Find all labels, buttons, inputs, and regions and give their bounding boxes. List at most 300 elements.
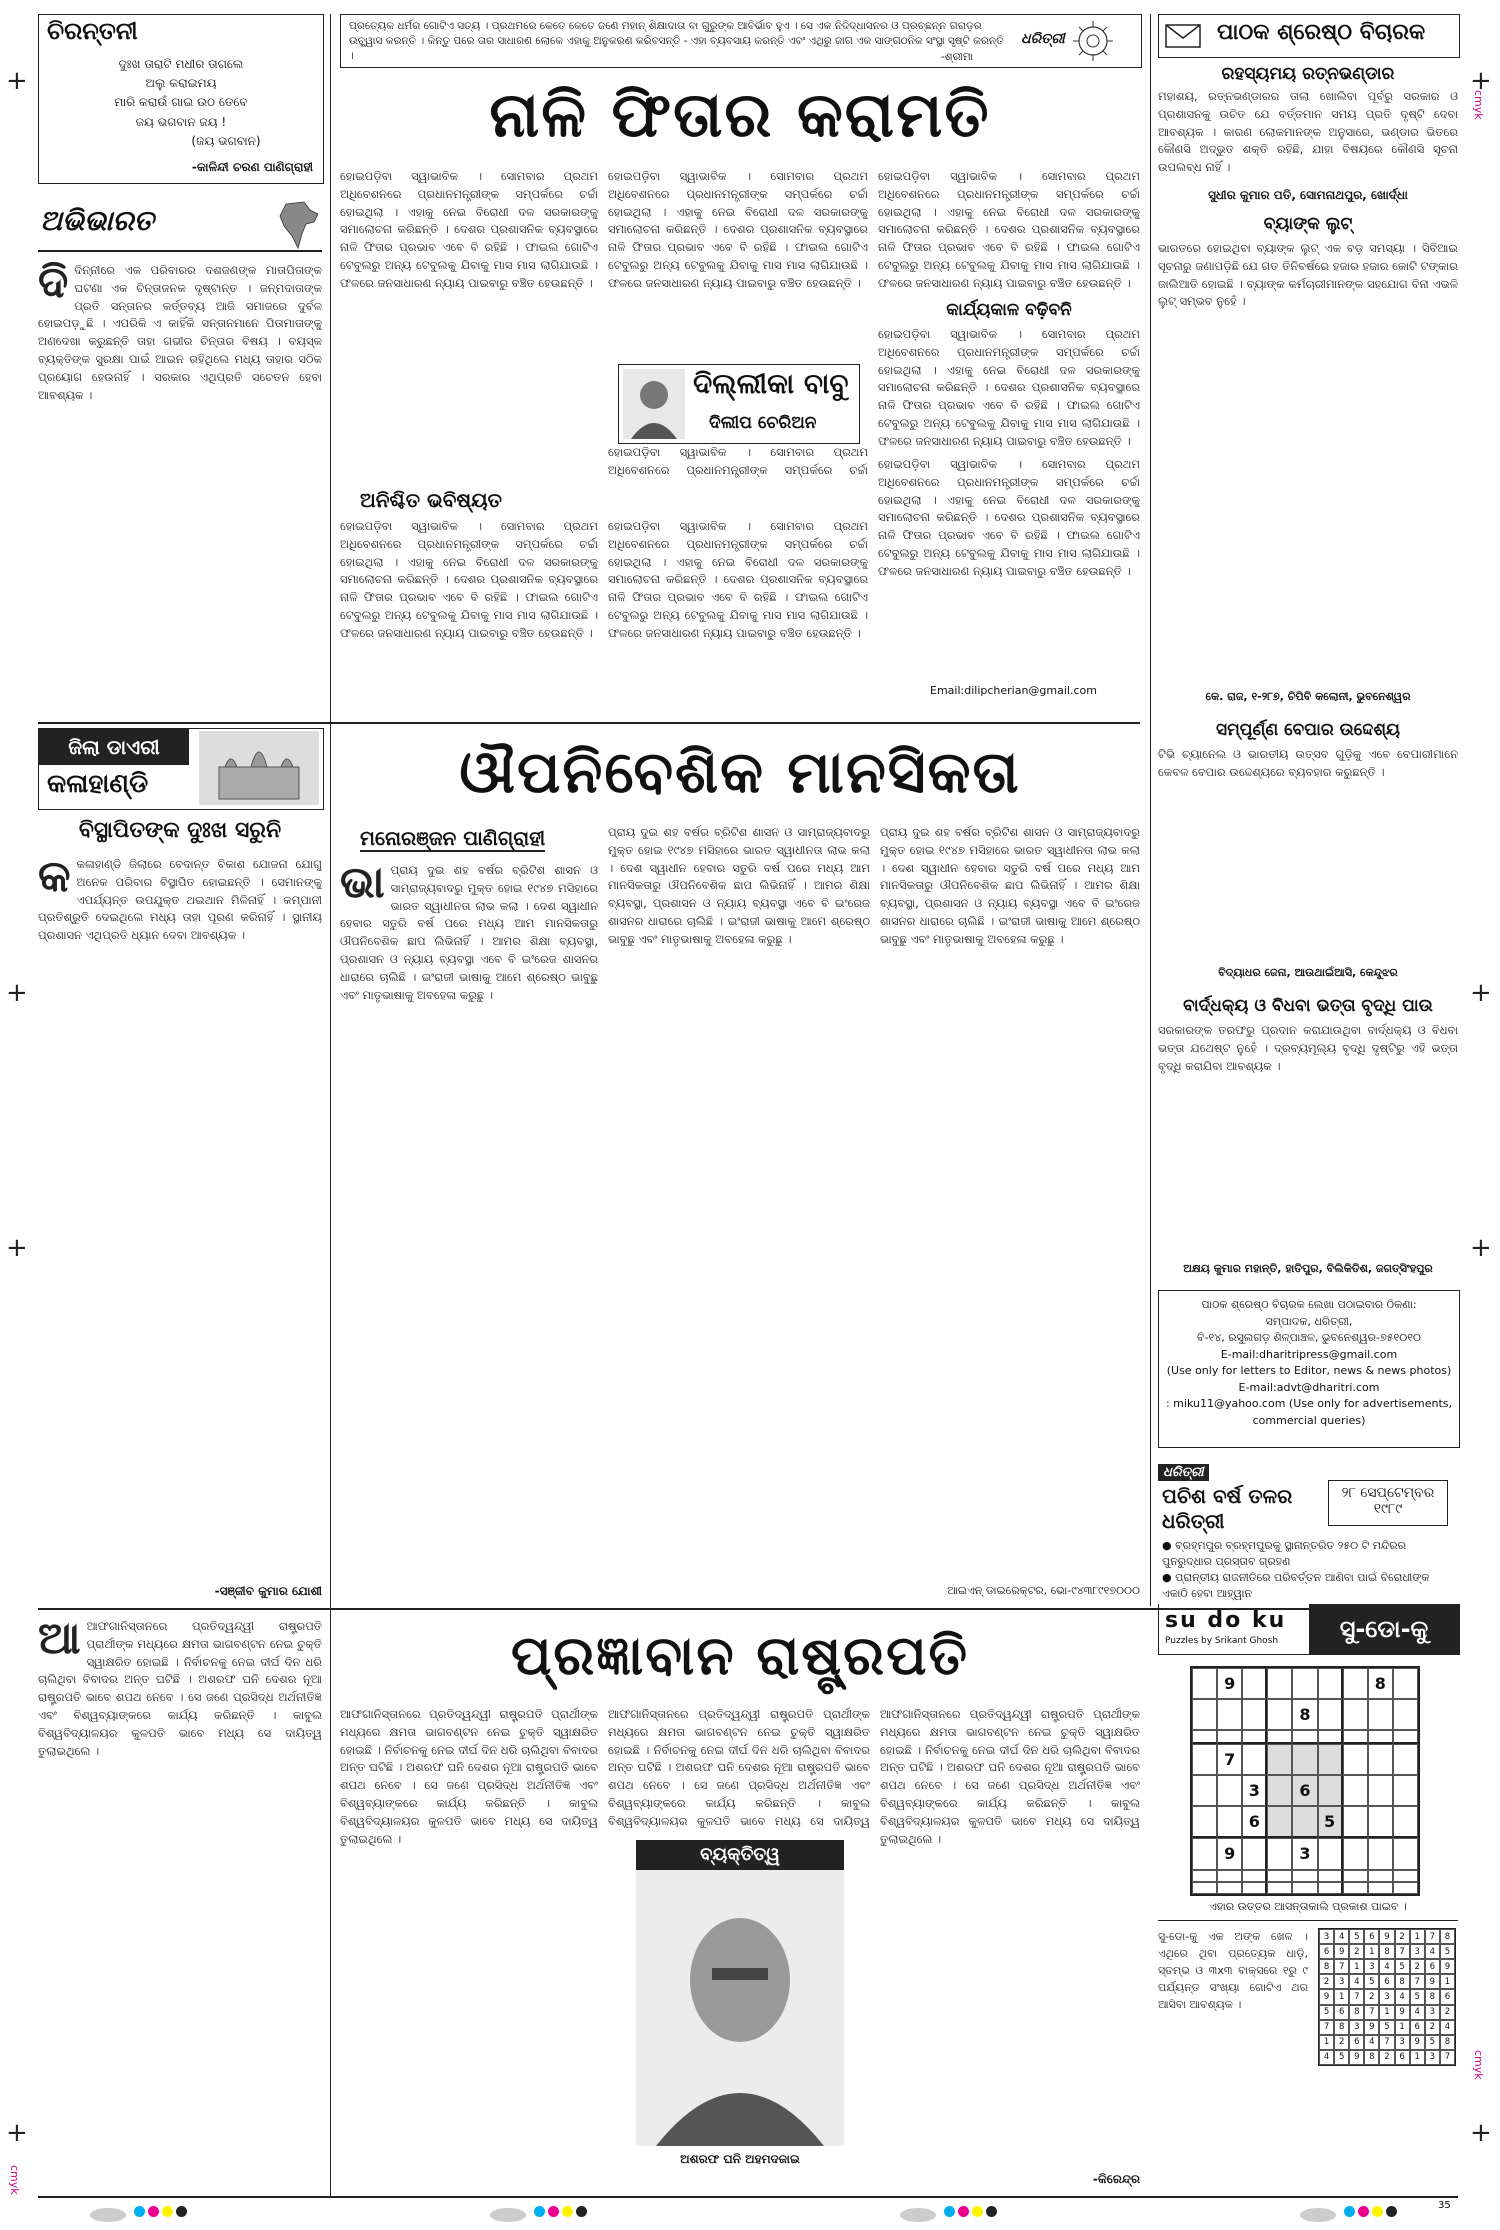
second-story-text: ପ୍ରାୟ ଦୁଇ ଶହ ବର୍ଷର ବ୍ରିଟିଶ ଶାସନ ଓ ସାମ୍ରାଜ୍ୟବାଦରୁ ମୁକ୍ତ ହୋଇ ୧୯୪୭ ମସିହାରେ ଭାରତ ସ୍ୱାଧୀନତା ଲାଭ କଲା । ଦେଶ ସ୍ୱାଧୀନ ହେବାର ସତୁରି ବର୍ଷ ପରେ ମଧ୍ୟ ଆମ ମାନସିକତାରୁ ଔପନିବେଶିକ ଛାପ ଲିଭିନାହିଁ । ଆମର ଶିକ୍ଷା ବ୍ୟବସ୍ଥା, ପ୍ରଶାସନ ଓ ନ୍ୟାୟ ବ୍ୟବସ୍ଥା ଏବେ ବି ଇଂରେଜ ଶାସନର ଧାରାରେ ଚାଲିଛି । ଇଂରାଜୀ ଭାଷାକୁ ଆମେ ଶ୍ରେଷ୍ଠ ଭାବୁଛୁ ଏବଂ ମାତୃଭାଷାକୁ ଅବହେଳା କରୁଛୁ । — [340, 863, 598, 1002]
register-oval — [490, 2208, 526, 2222]
solution-cell: 3 — [1410, 1944, 1425, 1959]
solution-cell: 4 — [1364, 2035, 1379, 2050]
sudoku-cell[interactable] — [1267, 1730, 1292, 1743]
author-portrait-icon — [623, 369, 685, 439]
sudoku-cell[interactable] — [1393, 1744, 1418, 1775]
sudoku-rules-text: ସୁ-ଡୋ-କୁ ଏକ ଅଙ୍କ ଖେଳ । ଏଥିରେ ଥିବା ପ୍ରତ୍ୟେକ ଧାଡ଼ି, ସ୍ତମ୍ଭ ଓ ୩x୩ ବାକ୍ସରେ ୧ରୁ ୯ ପର୍ଯ୍ୟନ୍ତ ସଂଖ୍ୟା ଗୋଟିଏ ଥର ଆସିବା ଆବଶ୍ୟକ । — [1158, 1930, 1308, 2012]
solution-cell: 1 — [1379, 2005, 1394, 2020]
solution-cell: 7 — [1349, 1989, 1364, 2004]
abhibharat-banner — [38, 200, 322, 252]
second-story-text: ପ୍ରାୟ ଦୁଇ ଶହ ବର୍ଷର ବ୍ରିଟିଶ ଶାସନ ଓ ସାମ୍ରାଜ୍ୟବାଦରୁ ମୁକ୍ତ ହୋଇ ୧୯୪୭ ମସିହାରେ ଭାରତ ସ୍ୱାଧୀନତା ଲାଭ କଲା । ଦେଶ ସ୍ୱାଧୀନ ହେବାର ସତୁରି ବର୍ଷ ପରେ ମଧ୍ୟ ଆମ ମାନସିକତାରୁ ଔପନିବେଶିକ ଛାପ ଲିଭିନାହିଁ । ଆମର ଶିକ୍ଷା ବ୍ୟବସ୍ଥା, ପ୍ରଶାସନ ଓ ନ୍ୟାୟ ବ୍ୟବସ୍ଥା ଏବେ ବି ଇଂରେଜ ଶାସନର ଧାରାରେ ଚାଲିଛି । ଇଂରାଜୀ ଭାଷାକୁ ଆମେ ଶ୍ରେଷ୍ଠ ଭାବୁଛୁ ଏବଂ ମାତୃଭାଷାକୁ ଅବହେଳା କରୁଛୁ । — [880, 825, 1140, 946]
sudoku-cell[interactable] — [1318, 1870, 1343, 1882]
zilla-text: କଳାହାଣ୍ଡି ଜିଲାରେ ବେଦାନ୍ତ ବିକାଶ ଯୋଜନା ଯୋଗୁ ଅନେକ ପରିବାର ବିସ୍ଥାପିତ ହୋଇଛନ୍ତି । ସେମାନଙ୍କୁ ଏପର୍ଯ୍ୟନ୍ତ ଉପଯୁକ୍ତ ଥଇଥାନ ମିଳିନାହିଁ । କମ୍ପାନୀ ପ୍ରତିଶ୍ରୁତି ଦେଇଥିଲେ ମଧ୍ୟ ତାହା ପୂରଣ କରିନାହିଁ । ସ୍ଥାନୀୟ ପ୍ରଶାସନ ଏଥିପ୍ରତି ଧ୍ୟାନ ଦେବା ଆବଶ୍ୟକ । — [38, 857, 322, 943]
color-dot — [958, 2206, 969, 2217]
solution-cell: 1 — [1364, 1944, 1379, 1959]
sudoku-cell[interactable] — [1343, 1744, 1368, 1775]
solution-cell: 6 — [1440, 1989, 1455, 2004]
color-dot — [1372, 2206, 1383, 2217]
sudoku-cell[interactable] — [1343, 1775, 1368, 1806]
solution-cell: 4 — [1319, 2050, 1334, 2065]
quote-box — [340, 14, 1142, 68]
sudoku-cell[interactable] — [1343, 1870, 1368, 1882]
color-dot — [986, 2206, 997, 2217]
color-dot — [562, 2206, 573, 2217]
sudoku-cell[interactable] — [1318, 1730, 1343, 1743]
third-story-text: ଆଫଗାନିସ୍ତାନରେ ପ୍ରତିଦ୍ୱନ୍ଦ୍ୱୀ ରାଷ୍ଟ୍ରପତି ପ୍ରାର୍ଥୀଙ୍କ ମଧ୍ୟରେ କ୍ଷମତା ଭାଗବଣ୍ଟନ ନେଇ ଚୁକ୍ତି ସ୍ୱାକ୍ଷରିତ ହୋଇଛି । ନିର୍ବାଚନକୁ ନେଇ ଦୀର୍ଘ ଦିନ ଧରି ଚାଲିଥିବା ବିବାଦର ଅନ୍ତ ଘଟିଛି । ଅଶରଫ ଘନି ଦେଶର ନୂଆ ରାଷ୍ଟ୍ରପତି ଭାବେ ଶପଥ ନେବେ । ସେ ଜଣେ ପ୍ରସିଦ୍ଧ ଅର୍ଥନୀତିଜ୍ଞ ଏବଂ ବିଶ୍ୱବ୍ୟାଙ୍କରେ କାର୍ଯ୍ୟ କରିଛନ୍ତି । କାବୁଲ ବିଶ୍ୱବିଦ୍ୟାଳୟର କୁଳପତି ଭାବେ ମଧ୍ୟ ସେ ଦାୟିତ୍ୱ ତୁଲାଇଥିଲେ । — [880, 1707, 1140, 1846]
sudoku-cell[interactable] — [1368, 1730, 1393, 1743]
sudoku-cell[interactable] — [1318, 1699, 1343, 1730]
solution-cell: 4 — [1349, 1974, 1364, 1989]
solution-cell: 1 — [1440, 1974, 1455, 1989]
second-byline: ମନୋରଞ୍ଜନ ପାଣିଗ୍ରାହୀ — [360, 826, 546, 850]
main-story-text: ହୋଇପଡ଼ିବା ସ୍ୱାଭାବିକ । ସୋମବାର ପ୍ରଥମ ଅଧିବେଶନରେ ପ୍ରଧାନମନ୍ତ୍ରୀଙ୍କ ସମ୍ପର୍କରେ ଚର୍ଚ୍ଚା — [608, 445, 868, 477]
sudoku-solution — [1318, 1928, 1456, 2066]
letter-heading: ବାର୍ଦ୍ଧକ୍ୟ ଓ ବିଧବା ଭତ୍ତା ବୃଦ୍ଧି ପାଉ — [1183, 996, 1433, 1016]
solution-cell: 9 — [1440, 1959, 1455, 1974]
main-story-text: ହୋଇପଡ଼ିବା ସ୍ୱାଭାବିକ । ସୋମବାର ପ୍ରଥମ ଅଧିବେଶନରେ ପ୍ରଧାନମନ୍ତ୍ରୀଙ୍କ ସମ୍ପର୍କରେ ଚର୍ଚ୍ଚା ହୋଇଥିଲା । ଏହାକୁ ନେଇ ବିରୋଧୀ ଦଳ ସରକାରଙ୍କୁ ସମାଲୋଚନା କରିଛନ୍ତି । ଦେଶର ପ୍ରଶାସନିକ ବ୍ୟବସ୍ଥାରେ ନାଳି ଫିତାର ପ୍ରଭାବ ଏବେ ବି ରହିଛି । ଫାଇଲ ଗୋଟିଏ ଟେବୁଲରୁ ଅନ୍ୟ ଟେବୁଲକୁ ଯିବାକୁ ମାସ ମାସ ଲାଗିଯାଉଛି । ଫଳରେ ଜନସାଧାରଣ ନ୍ୟାୟ ପାଇବାରୁ ବଞ୍ଚିତ ହେଉଛନ୍ତି । — [340, 169, 598, 290]
solution-cell: 1 — [1319, 2035, 1334, 2050]
sudoku-cell[interactable] — [1393, 1870, 1418, 1882]
color-dot — [176, 2206, 187, 2217]
solution-cell: 7 — [1319, 2020, 1334, 2035]
sudoku-cell[interactable] — [1393, 1730, 1418, 1743]
main-story-col3 — [878, 168, 1140, 298]
solution-cell: 4 — [1334, 1929, 1349, 1944]
sudoku-cell[interactable] — [1393, 1838, 1418, 1869]
sudoku-cell[interactable] — [1393, 1775, 1418, 1806]
sudoku-cell[interactable] — [1192, 1668, 1217, 1699]
solution-cell: 9 — [1334, 1944, 1349, 1959]
dilli-babu-box — [618, 364, 860, 444]
solution-cell: 4 — [1425, 1944, 1440, 1959]
sudoku-cell[interactable] — [1318, 1668, 1343, 1699]
third-headline: ପ୍ରଜ୍ଞାବାନ ରାଷ୍ଟ୍ରପତି — [510, 1624, 969, 1687]
letter-text: ସରକାରଙ୍କ ତରଫରୁ ପ୍ରଦାନ କରାଯାଉଥିବା ବାର୍ଦ୍ଧକ୍ୟ ଓ ବିଧବା ଭତ୍ତା ଯଥେଷ୍ଟ ନୁହେଁ । ଦ୍ରବ୍ୟମୂଲ୍ୟ ବୃଦ୍ଧି ଦୃଷ୍ଟିରୁ ଏହି ଭତ୍ତା ବୃଦ୍ଧି କରାଯିବା ଆବଶ୍ୟକ । — [1158, 1023, 1458, 1073]
color-dot — [548, 2206, 559, 2217]
solution-cell: 6 — [1349, 2035, 1364, 2050]
main-story-text: ହୋଇପଡ଼ିବା ସ୍ୱାଭାବିକ । ସୋମବାର ପ୍ରଥମ ଅଧିବେଶନରେ ପ୍ରଧାନମନ୍ତ୍ରୀଙ୍କ ସମ୍ପର୍କରେ ଚର୍ଚ୍ଚା ହୋଇଥିଲା । ଏହାକୁ ନେଇ ବିରୋଧୀ ଦଳ ସରକାରଙ୍କୁ ସମାଲୋଚନା କରିଛନ୍ତି । ଦେଶର ପ୍ରଶାସନିକ ବ୍ୟବସ୍ଥାରେ ନାଳି ଫିତାର ପ୍ରଭାବ ଏବେ ବି ରହିଛି । ଫାଇଲ ଗୋଟିଏ ଟେବୁଲରୁ ଅନ୍ୟ ଟେବୁଲକୁ ଯିବାକୁ ମାସ ମାସ ଲାଗିଯାଉଛି । ଫଳରେ ଜନସାଧାରଣ ନ୍ୟାୟ ପାଇବାରୁ ବଞ୍ଚିତ ହେଉଛନ୍ତି । — [878, 327, 1140, 448]
sudoku-cell[interactable] — [1292, 1668, 1317, 1699]
color-dot — [1386, 2206, 1397, 2217]
poem-line: ଦୁଃଖ ତାରାଟି ମଧୀର ତାଗଲେ — [118, 57, 244, 71]
poem-line: ଜୟ ଭଗବାନ ଜୟ ! — [135, 114, 227, 129]
subhead-uncertain: ଅନିଶ୍ଚିତ ଭବିଷ୍ୟତ — [360, 488, 502, 512]
third-story-col1: ଆଆଫଗାନିସ୍ତାନରେ ପ୍ରତିଦ୍ୱନ୍ଦ୍ୱୀ ରାଷ୍ଟ୍ରପତି ପ୍ରାର୍ଥୀଙ୍କ ମଧ୍ୟରେ କ୍ଷମତା ଭାଗବଣ୍ଟନ ନେଇ ଚୁକ୍ତି ସ୍ୱାକ୍ଷରିତ ହୋଇଛି । ନିର୍ବାଚନକୁ ନେଇ ଦୀର୍ଘ ଦିନ ଧରି ଚାଲିଥିବା ବିବାଦର ଅନ୍ତ ଘଟିଛି । ଅଶରଫ ଘନି ଦେଶର ନୂଆ ରାଷ୍ଟ୍ରପତି ଭାବେ ଶପଥ ନେବେ । ସେ ଜଣେ ପ୍ରସିଦ୍ଧ ଅର୍ଥନୀତିଜ୍ଞ ଏବଂ ବିଶ୍ୱବ୍ୟାଙ୍କରେ କାର୍ଯ୍ୟ କରିଛନ୍ତି । କାବୁଲ ବିଶ୍ୱବିଦ୍ୟାଳୟର କୁଳପତି ଭାବେ ମଧ୍ୟ ସେ ଦାୟିତ୍ୱ ତୁଲାଇଥିଲେ । — [38, 1618, 322, 1758]
second-credit: ଆଇଏନ୍ ଡାଇରେକ୍ଟର, ଭୋ-୯୪୩୮୯୧୭୦୦୦ — [947, 1584, 1140, 1597]
solution-cell: 8 — [1395, 1974, 1410, 1989]
solution-cell: 9 — [1425, 1974, 1440, 1989]
sudoku-cell[interactable] — [1267, 1806, 1292, 1838]
poem-line: ଅଲୁ କରାଇମୟ — [145, 76, 217, 91]
solution-cell: 4 — [1410, 2005, 1425, 2020]
quote-credit: -ଶ୍ରୀମା — [941, 51, 974, 63]
sudoku-cell[interactable] — [1292, 1744, 1317, 1775]
main-story-text: ହୋଇପଡ଼ିବା ସ୍ୱାଭାବିକ । ସୋମବାର ପ୍ରଥମ ଅଧିବେଶନରେ ପ୍ରଧାନମନ୍ତ୍ରୀଙ୍କ ସମ୍ପର୍କରେ ଚର୍ଚ୍ଚା ହୋଇଥିଲା । ଏହାକୁ ନେଇ ବିରୋଧୀ ଦଳ ସରକାରଙ୍କୁ ସମାଲୋଚନା କରିଛନ୍ତି । ଦେଶର ପ୍ରଶାସନିକ ବ୍ୟବସ୍ଥାରେ ନାଳି ଫିତାର ପ୍ରଭାବ ଏବେ ବି ରହିଛି । ଫାଇଲ ଗୋଟିଏ ଟେବୁଲରୁ ଅନ୍ୟ ଟେବୁଲକୁ ଯିବାକୁ ମାସ ମାସ ଲାଗିଯାଉଛି । ଫଳରେ ଜନସାଧାରଣ ନ୍ୟାୟ ପାଇବାରୁ ବଞ୍ଚିତ ହେଉଛନ୍ତି । — [608, 519, 868, 640]
zilla-credit: -ସଞ୍ଜୀବ କୁମାର ଯୋଶୀ — [214, 1584, 322, 1598]
letter-body — [1158, 240, 1458, 684]
sudoku-cell[interactable]: 8 — [1292, 1699, 1317, 1730]
personality-label: ବ୍ୟକ୍ତିତ୍ୱ — [636, 1840, 844, 1870]
main-story-text: ହୋଇପଡ଼ିବା ସ୍ୱାଭାବିକ । ସୋମବାର ପ୍ରଥମ ଅଧିବେଶନରେ ପ୍ରଧାନମନ୍ତ୍ରୀଙ୍କ ସମ୍ପର୍କରେ ଚର୍ଚ୍ଚା ହୋଇଥିଲା । ଏହାକୁ ନେଇ ବିରୋଧୀ ଦଳ ସରକାରଙ୍କୁ ସମାଲୋଚନା କରିଛନ୍ତି । ଦେଶର ପ୍ରଶାସନିକ ବ୍ୟବସ୍ଥାରେ ନାଳି ଫିତାର ପ୍ରଭାବ ଏବେ ବି ରହିଛି । ଫାଇଲ ଗୋଟିଏ ଟେବୁଲରୁ ଅନ୍ୟ ଟେବୁଲକୁ ଯିବାକୁ ମାସ ମାସ ଲାଗିଯାଉଛି । ଫଳରେ ଜନସାଧାରଣ ନ୍ୟାୟ ପାଇବାରୁ ବଞ୍ଚିତ ହେଉଛନ୍ତି । — [340, 519, 598, 640]
third-story-col4 — [880, 1706, 1140, 2168]
sudoku-cell[interactable]: 9 — [1217, 1838, 1242, 1869]
solution-cell: 5 — [1319, 2005, 1334, 2020]
second-story-col1: ଭାପ୍ରାୟ ଦୁଇ ଶହ ବର୍ଷର ବ୍ରିଟିଶ ଶାସନ ଓ ସାମ୍ରାଜ୍ୟବାଦରୁ ମୁକ୍ତ ହୋଇ ୧୯୪୭ ମସିହାରେ ଭାରତ ସ୍ୱାଧୀନତା ଲାଭ କଲା । ଦେଶ ସ୍ୱାଧୀନ ହେବାର ସତୁରି ବର୍ଷ ପରେ ମଧ୍ୟ ଆମ ମାନସିକତାରୁ ଔପନିବେଶିକ ଛାପ ଲିଭିନାହିଁ । ଆମର ଶିକ୍ଷା ବ୍ୟବସ୍ଥା, ପ୍ରଶାସନ ଓ ନ୍ୟାୟ ବ୍ୟବସ୍ଥା ଏବେ ବି ଇଂରେଜ ଶାସନର ଧାରାରେ ଚାଲିଛି । ଇଂରାଜୀ ଭାଷାକୁ ଆମେ ଶ୍ରେଷ୍ଠ ଭାବୁଛୁ ଏବଂ ମାତୃଭାଷାକୁ ଅବହେଳା କରୁଛୁ । — [340, 862, 598, 1002]
personality-box — [636, 1840, 844, 2176]
divider — [330, 1610, 331, 2196]
chirantani-credit: -କାଳିନ୍ଦୀ ଚରଣ ପାଣିଗ୍ରାହୀ — [191, 160, 313, 174]
main-story-col2b — [608, 444, 868, 480]
solution-cell: 2 — [1395, 1929, 1410, 1944]
color-dot — [134, 2206, 145, 2217]
sudoku-cell[interactable] — [1242, 1744, 1267, 1775]
history-date: ୨୮ ସେପ୍ଟେମ୍ବର ୧୯୮୯ — [1328, 1480, 1448, 1526]
sudoku-cell[interactable] — [1267, 1882, 1292, 1894]
subhead-tenure: କାର୍ଯ୍ୟକାଳ ବଢ଼ିବନି — [946, 300, 1072, 320]
main-story-col1b — [340, 518, 598, 714]
sudoku-cell[interactable] — [1192, 1744, 1217, 1775]
sudoku-cell[interactable] — [1192, 1882, 1217, 1894]
sudoku-cell[interactable] — [1393, 1699, 1418, 1730]
second-story-col3 — [880, 824, 1140, 1578]
solution-cell: 1 — [1334, 1989, 1349, 2004]
color-dot — [972, 2206, 983, 2217]
sudoku-cell[interactable] — [1192, 1699, 1217, 1730]
sudoku-cell[interactable] — [1393, 1882, 1418, 1894]
sudoku-cell[interactable] — [1242, 1838, 1267, 1869]
sudoku-cell[interactable] — [1343, 1699, 1368, 1730]
sudoku-cell[interactable] — [1242, 1730, 1267, 1743]
second-story-text: ପ୍ରାୟ ଦୁଇ ଶହ ବର୍ଷର ବ୍ରିଟିଶ ଶାସନ ଓ ସାମ୍ରାଜ୍ୟବାଦରୁ ମୁକ୍ତ ହୋଇ ୧୯୪୭ ମସିହାରେ ଭାରତ ସ୍ୱାଧୀନତା ଲାଭ କଲା । ଦେଶ ସ୍ୱାଧୀନ ହେବାର ସତୁରି ବର୍ଷ ପରେ ମଧ୍ୟ ଆମ ମାନସିକତାରୁ ଔପନିବେଶିକ ଛାପ ଲିଭିନାହିଁ । ଆମର ଶିକ୍ଷା ବ୍ୟବସ୍ଥା, ପ୍ରଶାସନ ଓ ନ୍ୟାୟ ବ୍ୟବସ୍ଥା ଏବେ ବି ଇଂରେଜ ଶାସନର ଧାରାରେ ଚାଲିଛି । ଇଂରାଜୀ ଭାଷାକୁ ଆମେ ଶ୍ରେଷ୍ଠ ଭାବୁଛୁ ଏବଂ ମାତୃଭାଷାକୁ ଅବହେଳା କରୁଛୁ । — [608, 825, 870, 946]
sudoku-cell[interactable] — [1292, 1730, 1317, 1743]
solution-cell: 5 — [1349, 1929, 1364, 1944]
solution-cell: 9 — [1410, 2035, 1425, 2050]
abhibharat-title: ଅଭିଭାରତ — [40, 204, 154, 237]
letter-heading: ସମ୍ପୂର୍ଣ୍ଣ ବେପାର ଉଦ୍ଦେଶ୍ୟ — [1215, 720, 1401, 740]
color-dot — [534, 2206, 545, 2217]
sudoku-cell[interactable] — [1192, 1838, 1217, 1869]
main-story-text: ହୋଇପଡ଼ିବା ସ୍ୱାଭାବିକ । ସୋମବାର ପ୍ରଥମ ଅଧିବେଶନରେ ପ୍ରଧାନମନ୍ତ୍ରୀଙ୍କ ସମ୍ପର୍କରେ ଚର୍ଚ୍ଚା ହୋଇଥିଲା । ଏହାକୁ ନେଇ ବିରୋଧୀ ଦଳ ସରକାରଙ୍କୁ ସମାଲୋଚନା କରିଛନ୍ତି । ଦେଶର ପ୍ରଶାସନିକ ବ୍ୟବସ୍ଥାରେ ନାଳି ଫିତାର ପ୍ରଭାବ ଏବେ ବି ରହିଛି । ଫାଇଲ ଗୋଟିଏ ଟେବୁଲରୁ ଅନ୍ୟ ଟେବୁଲକୁ ଯିବାକୁ ମାସ ମାସ ଲାଗିଯାଉଛି । ଫଳରେ ଜନସାଧାରଣ ନ୍ୟାୟ ପାଇବାରୁ ବଞ୍ଚିତ ହେଉଛନ୍ତି । — [878, 457, 1140, 578]
sudoku-cell[interactable] — [1393, 1668, 1418, 1699]
sudoku-cell[interactable]: 6 — [1292, 1775, 1317, 1806]
solution-cell: 2 — [1410, 1959, 1425, 1974]
solution-cell: 2 — [1349, 1944, 1364, 1959]
solution-cell: 5 — [1334, 2050, 1349, 2065]
zilla-diary-title: ଜିଲା ଡାଏରୀ — [39, 729, 189, 765]
solution-cell: 6 — [1334, 2005, 1349, 2020]
sudoku-cell[interactable] — [1242, 1699, 1267, 1730]
letter-credit: ସୁଧୀର କୁମାର ପତି, ସୋମନାଥପୁର, ଖୋର୍ଦ୍ଧା — [1208, 188, 1408, 202]
solution-cell: 2 — [1440, 2005, 1455, 2020]
sudoku-rules — [1158, 1928, 1308, 2188]
zilla-body: କକଳାହାଣ୍ଡି ଜିଲାରେ ବେଦାନ୍ତ ବିକାଶ ଯୋଜନା ଯୋଗୁ ଅନେକ ପରିବାର ବିସ୍ଥାପିତ ହୋଇଛନ୍ତି । ସେମାନଙ୍କୁ ଏପର୍ଯ୍ୟନ୍ତ ଉପଯୁକ୍ତ ଥଇଥାନ ମିଳିନାହିଁ । କମ୍ପାନୀ ପ୍ରତିଶ୍ରୁତି ଦେଇଥିଲେ ମଧ୍ୟ ତାହା ପୂରଣ କରିନାହିଁ । ସ୍ଥାନୀୟ ପ୍ରଶାସନ ଏଥିପ୍ରତି ଧ୍ୟାନ ଦେବା ଆବଶ୍ୟକ । — [38, 856, 322, 943]
register-oval — [90, 2208, 126, 2222]
main-headline: ନାଳି ଫିତାର କରାମତି — [489, 78, 991, 151]
solution-cell: 5 — [1425, 2035, 1440, 2050]
solution-cell: 5 — [1395, 1959, 1410, 1974]
solution-cell: 6 — [1379, 1974, 1394, 1989]
divider — [38, 2196, 1458, 2198]
sudoku-cell[interactable] — [1343, 1838, 1368, 1869]
letter-credit: ଅକ୍ଷୟ କୁମାର ମହାନ୍ତି, ହାତିପୁର, ବିଲିକିତିଶ, ଜଗତ୍‌ସିଂହପୁର — [1183, 1262, 1433, 1275]
sudoku-cell[interactable] — [1217, 1806, 1242, 1838]
solution-cell: 3 — [1319, 1929, 1334, 1944]
reader-letters-title: ପାଠକ ଶ୍ରେଷ୍ଠ ବିଚାରକ — [1217, 20, 1426, 45]
history-logo: ଧରିତ୍ରୀ — [1158, 1464, 1209, 1481]
solution-cell: 3 — [1395, 2035, 1410, 2050]
sudoku-cell[interactable] — [1318, 1775, 1343, 1806]
abhibharat-body: ଦିଦିନ୍ନୀରେ ଏକ ପରିବାରର ଦଶଜଣଙ୍କ ମାତାପିତାଙ୍କ ଘଟଣା ଏକ ଚିନ୍ତାଜନକ ଦୃଷ୍ଟାନ୍ତ । ଜନ୍ମଦାତାଙ୍କ ପ୍ରତି ସନ୍ତାନର କର୍ତ୍ତବ୍ୟ ଆଜି ସମାଜରେ ଦୁର୍ବଳ ହୋଇପଡ଼ୁଛି । ଏପରିକି ଏ କାହିଁକି ସନ୍ତାନମାନେ ପିତାମାତାଙ୍କୁ ଅଣଦେଖା କରୁଛନ୍ତି ତାହା ଗଭୀର ଚିନ୍ତାର ବିଷୟ । ବୟସ୍କ ବ୍ୟକ୍ତିଙ୍କ ସୁରକ୍ଷା ପାଇଁ ଆଇନ ରହିଥିଲେ ମଧ୍ୟ ତାହାର ସଠିକ ପ୍ରୟୋଗ ହେଉନାହିଁ । ସରକାର ଏଥିପ୍ରତି ସଚେତନ ହେବା ଆବଶ୍ୟକ । — [38, 262, 322, 402]
history-item: ● ପ୍ରାନ୍ତୀୟ ରାଜନୀତିରେ ପରିବର୍ତ୍ତନ ଆଣିବା ପାଇଁ ବିରୋଧୀଙ୍କ ଏକାଠି ହେବା ଆହ୍ୱାନ — [1162, 1570, 1430, 1600]
sudoku-cell[interactable] — [1292, 1882, 1317, 1894]
solution-cell: 6 — [1364, 1929, 1379, 1944]
divider — [38, 722, 1140, 724]
third-story-col2 — [340, 1706, 598, 2188]
solution-cell: 2 — [1425, 2020, 1440, 2035]
solution-cell: 7 — [1440, 2050, 1455, 2065]
solution-cell: 8 — [1440, 1929, 1455, 1944]
letter-credit: ବିଦ୍ୟାଧର ଜେନା, ଆଉଥାଇଁଆସି, କେନ୍ଦୁଝର — [1218, 966, 1398, 979]
sudoku-cell[interactable] — [1267, 1668, 1292, 1699]
chirantani-title: ଚିରନ୍ତନୀ — [47, 17, 138, 45]
third-story-text: ଆଫଗାନିସ୍ତାନରେ ପ୍ରତିଦ୍ୱନ୍ଦ୍ୱୀ ରାଷ୍ଟ୍ରପତି ପ୍ରାର୍ଥୀଙ୍କ ମଧ୍ୟରେ କ୍ଷମତା ଭାଗବଣ୍ଟନ ନେଇ ଚୁକ୍ତି ସ୍ୱାକ୍ଷରିତ ହୋଇଛି । ନିର୍ବାଚନକୁ ନେଇ ଦୀର୍ଘ ଦିନ ଧରି ଚାଲିଥିବା ବିବାଦର ଅନ୍ତ ଘଟିଛି । ଅଶରଫ ଘନି ଦେଶର ନୂଆ ରାଷ୍ଟ୍ରପତି ଭାବେ ଶପଥ ନେବେ । ସେ ଜଣେ ପ୍ରସିଦ୍ଧ ଅର୍ଥନୀତିଜ୍ଞ ଏବଂ ବିଶ୍ୱବ୍ୟାଙ୍କରେ କାର୍ଯ୍ୟ କରିଛନ୍ତି । କାବୁଲ ବିଶ୍ୱବିଦ୍ୟାଳୟର କୁଳପତି ଭାବେ ମଧ୍ୟ ସେ ଦାୟିତ୍ୱ ତୁଲାଇଥିଲେ । — [38, 1619, 322, 1758]
envelope-icon — [1165, 21, 1205, 51]
solution-cell: 5 — [1440, 1944, 1455, 1959]
solution-cell: 6 — [1410, 2020, 1425, 2035]
sudoku-cell[interactable]: 5 — [1318, 1806, 1343, 1838]
sudoku-grid[interactable] — [1190, 1666, 1420, 1896]
color-dot — [162, 2206, 173, 2217]
solution-cell: 6 — [1395, 2050, 1410, 2065]
sudoku-note: ଏହାର ଉତ୍ତର ଆସନ୍ତାକାଲି ପ୍ରକାଶ ପାଇବ । — [1209, 1900, 1407, 1913]
sudoku-cell[interactable] — [1217, 1730, 1242, 1743]
india-map-icon — [276, 200, 322, 250]
cmyk-mark: cmyk — [1472, 2050, 1485, 2080]
solution-cell: 5 — [1364, 1974, 1379, 1989]
solution-cell: 5 — [1379, 2020, 1394, 2035]
solution-cell: 4 — [1440, 2020, 1455, 2035]
sudoku-cell[interactable] — [1267, 1838, 1292, 1869]
solution-cell: 9 — [1395, 2005, 1410, 2020]
contact-box — [1158, 1290, 1460, 1448]
sudoku-cell[interactable] — [1292, 1870, 1317, 1882]
sudoku-cell[interactable] — [1242, 1668, 1267, 1699]
sudoku-cell[interactable] — [1267, 1744, 1292, 1775]
third-story-text: ଆଫଗାନିସ୍ତାନରେ ପ୍ରତିଦ୍ୱନ୍ଦ୍ୱୀ ରାଷ୍ଟ୍ରପତି ପ୍ରାର୍ଥୀଙ୍କ ମଧ୍ୟରେ କ୍ଷମତା ଭାଗବଣ୍ଟନ ନେଇ ଚୁକ୍ତି ସ୍ୱାକ୍ଷରିତ ହୋଇଛି । ନିର୍ବାଚନକୁ ନେଇ ଦୀର୍ଘ ଦିନ ଧରି ଚାଲିଥିବା ବିବାଦର ଅନ୍ତ ଘଟିଛି । ଅଶରଫ ଘନି ଦେଶର ନୂଆ ରାଷ୍ଟ୍ରପତି ଭାବେ ଶପଥ ନେବେ । ସେ ଜଣେ ପ୍ରସିଦ୍ଧ ଅର୍ଥନୀତିଜ୍ଞ ଏବଂ ବିଶ୍ୱବ୍ୟାଙ୍କରେ କାର୍ଯ୍ୟ କରିଛନ୍ତି । କାବୁଲ ବିଶ୍ୱବିଦ୍ୟାଳୟର କୁଳପତି ଭାବେ ମଧ୍ୟ ସେ ଦାୟିତ୍ୱ — [608, 1707, 870, 1828]
solution-cell: 4 — [1395, 1989, 1410, 2004]
main-story-col3b — [878, 326, 1140, 452]
solution-cell: 8 — [1319, 1959, 1334, 1974]
main-story-col3c — [878, 456, 1140, 678]
solution-cell: 2 — [1379, 2050, 1394, 2065]
solution-cell: 3 — [1364, 1959, 1379, 1974]
zilla-headline: ବିସ୍ଥାପିତଙ୍କ ଦୁଃଖ ସରୁନି — [78, 818, 282, 843]
sudoku-cell[interactable] — [1318, 1882, 1343, 1894]
contact-email[interactable]: E-mail:dharitripress@gmail.com — [1220, 1347, 1398, 1361]
solution-cell: 7 — [1364, 2005, 1379, 2020]
letter-text: ଟିଭି ଚ୍ୟାନେଲ ଓ ଭାରତୀୟ ଉତ୍ସବ ଗୁଡ଼ିକୁ ଏବେ ବେପାରୀମାନେ କେବଳ ବେପାର ଉଦ୍ଦେଶ୍ୟରେ ବ୍ୟବହାର କରୁଛନ୍ତି । — [1158, 747, 1458, 779]
letter-credit: କେ. ରାଜ, ୧-୨୮୭, ଚିପିବି କଲୋନୀ, ଭୁବନେଶ୍ୱର — [1205, 690, 1411, 703]
solution-cell: 1 — [1410, 1929, 1425, 1944]
color-dot — [944, 2206, 955, 2217]
sudoku-cell[interactable] — [1217, 1870, 1242, 1882]
main-story-col1 — [340, 168, 598, 480]
sudoku-cell[interactable] — [1343, 1730, 1368, 1743]
solution-cell: 2 — [1319, 1974, 1334, 1989]
third-credit: -କିରେନ୍ଦ୍ର — [1092, 2172, 1140, 2186]
register-oval — [900, 2208, 936, 2222]
contact-email[interactable]: E-mail:advt@dharitri.com — [1238, 1380, 1380, 1394]
sudoku-cell[interactable] — [1368, 1882, 1393, 1894]
history-title: ପଚିଶ ବର୍ଷ ତଳର ଧରିତ୍ରୀ — [1162, 1484, 1293, 1533]
solution-cell: 6 — [1319, 1944, 1334, 1959]
contact-line: ସମ୍ପାଦକ, ଧରିତ୍ରୀ, — [1265, 1314, 1353, 1328]
solution-cell: 8 — [1364, 2050, 1379, 2065]
solution-cell: 9 — [1349, 2050, 1364, 2065]
column-title: ଦିଲ୍ଲୀକା ବାବୁ — [693, 367, 849, 400]
history-item: ● ବ୍ରହ୍ମପୁର ବ୍ରହ୍ମପୁରକୁ ସ୍ଥାନାନ୍ତରିତ ୨୫୦ ଟି ମନ୍ଦିରର ପୁନରୁଦ୍ଧାର ପ୍ରସ୍ତାବ ଗ୍ରହଣ — [1162, 1539, 1406, 1568]
contact-line: (Use only for letters to Editor, news & news photos) — [1166, 1364, 1452, 1377]
solution-cell: 8 — [1334, 2020, 1349, 2035]
sudoku-byline: Puzzles by Srikant Ghosh — [1165, 1636, 1279, 1646]
solution-cell: 1 — [1395, 2020, 1410, 2035]
sudoku-cell[interactable] — [1267, 1870, 1292, 1882]
solution-cell: 3 — [1425, 2050, 1440, 2065]
photo-caption: ଅଶରଫ ଘନି ଅହମଦଜାଇ — [680, 2152, 800, 2166]
sudoku-cell[interactable] — [1267, 1699, 1292, 1730]
third-story-text: ଆଫଗାନିସ୍ତାନରେ ପ୍ରତିଦ୍ୱନ୍ଦ୍ୱୀ ରାଷ୍ଟ୍ରପତି ପ୍ରାର୍ଥୀଙ୍କ ମଧ୍ୟରେ କ୍ଷମତା ଭାଗବଣ୍ଟନ ନେଇ ଚୁକ୍ତି ସ୍ୱାକ୍ଷରିତ ହୋଇଛି । ନିର୍ବାଚନକୁ ନେଇ ଦୀର୍ଘ ଦିନ ଧରି ଚାଲିଥିବା ବିବାଦର ଅନ୍ତ ଘଟିଛି । ଅଶରଫ ଘନି ଦେଶର ନୂଆ ରାଷ୍ଟ୍ରପତି ଭାବେ ଶପଥ ନେବେ । ସେ ଜଣେ ପ୍ରସିଦ୍ଧ ଅର୍ଥନୀତିଜ୍ଞ ଏବଂ ବିଶ୍ୱବ୍ୟାଙ୍କରେ କାର୍ଯ୍ୟ କରିଛନ୍ତି । କାବୁଲ ବିଶ୍ୱବିଦ୍ୟାଳୟର କୁଳପତି ଭାବେ ମଧ୍ୟ ସେ ଦାୟିତ୍ୱ ତୁଲାଇଥିଲେ । — [340, 1707, 598, 1846]
contact-line: ପାଠକ ଶ୍ରେଷ୍ଠ ବିଚାରକ ଲେଖା ପଠାଇବାର ଠିକଣା: — [1201, 1298, 1417, 1311]
solution-cell: 1 — [1410, 2050, 1425, 2065]
poem-line: ମାରି କରାଉଁ ଗାଇ ଉଠ ତେବେ — [114, 95, 248, 110]
sudoku-cell[interactable]: 6 — [1242, 1806, 1267, 1838]
sudoku-cell[interactable] — [1217, 1882, 1242, 1894]
letter-body — [1158, 88, 1458, 184]
sudoku-cell[interactable] — [1242, 1882, 1267, 1894]
register-oval — [1300, 2208, 1336, 2222]
author-email: Email:dilipcherian@gmail.com — [930, 684, 1097, 697]
history-box — [1158, 1464, 1458, 1600]
sudoku-cell[interactable] — [1368, 1870, 1393, 1882]
sudoku-cell[interactable] — [1318, 1744, 1343, 1775]
solution-cell: 5 — [1410, 1989, 1425, 2004]
sudoku-cell[interactable]: 3 — [1292, 1838, 1317, 1869]
sudoku-cell[interactable] — [1192, 1730, 1217, 1743]
letter-body — [1158, 746, 1458, 960]
color-dot — [148, 2206, 159, 2217]
column-author: ଦିଲୀପ ଚେରିଅନ — [709, 413, 817, 433]
sudoku-cell[interactable] — [1368, 1806, 1393, 1838]
solution-cell: 9 — [1319, 1989, 1334, 2004]
solution-cell: 8 — [1379, 1944, 1394, 1959]
sudoku-cell[interactable] — [1217, 1699, 1242, 1730]
sudoku-cell[interactable] — [1292, 1806, 1317, 1838]
main-story-text: ହୋଇପଡ଼ିବା ସ୍ୱାଭାବିକ । ସୋମବାର ପ୍ରଥମ ଅଧିବେଶନରେ ପ୍ରଧାନମନ୍ତ୍ରୀଙ୍କ ସମ୍ପର୍କରେ ଚର୍ଚ୍ଚା ହୋଇଥିଲା । ଏହାକୁ ନେଇ ବିରୋଧୀ ଦଳ ସରକାରଙ୍କୁ ସମାଲୋଚନା କରିଛନ୍ତି । ଦେଶର ପ୍ରଶାସନିକ ବ୍ୟବସ୍ଥାରେ ନାଳି ଫିତାର ପ୍ରଭାବ ଏବେ ବି ରହିଛି । ଫାଇଲ ଗୋଟିଏ ଟେବୁଲରୁ ଅନ୍ୟ ଟେବୁଲକୁ ଯିବାକୁ ମାସ ମାସ ଲାଗିଯାଉଛି । ଫଳରେ ଜନସାଧାରଣ ନ୍ୟାୟ ପାଇବାରୁ ବଞ୍ଚିତ ହେଉଛନ୍ତି । — [608, 169, 868, 290]
sudoku-cell[interactable] — [1318, 1838, 1343, 1869]
solution-cell: 3 — [1425, 2005, 1440, 2020]
solution-cell: 7 — [1379, 2035, 1394, 2050]
sudoku-cell[interactable] — [1368, 1775, 1393, 1806]
solution-cell: 2 — [1334, 2035, 1349, 2050]
sudoku-cell[interactable] — [1368, 1744, 1393, 1775]
sudoku-cell[interactable] — [1343, 1882, 1368, 1894]
sudoku-cell[interactable]: 3 — [1242, 1775, 1267, 1806]
solution-cell: 4 — [1379, 1959, 1394, 1974]
letter-heading: ବ୍ୟାଙ୍କ ଲୁଟ୍ — [1263, 214, 1353, 234]
sudoku-cell[interactable]: 7 — [1217, 1744, 1242, 1775]
solution-cell: 2 — [1364, 1989, 1379, 2004]
sudoku-cell[interactable] — [1393, 1806, 1418, 1838]
letter-text: ଭାରତରେ ହୋଇଥିବା ବ୍ୟାଙ୍କ ଲୁଟ୍ ଏକ ବଡ଼ ସମସ୍ୟା । ସିବିଆଇ ସୂଚନାରୁ ଜଣାପଡ଼ିଛି ଯେ ଗତ ତିନିବର୍ଷରେ ହଜାର ହଜାର କୋଟି ଟଙ୍କାର ଜାଲିଆତି ହୋଇଛି । ବ୍ୟାଙ୍କ କର୍ମଚାରୀମାନଙ୍କ ସହଯୋଗ ବିନା ଏଭଳି ଲୁଟ୍ ସମ୍ଭବ ନୁହେଁ । — [1158, 241, 1458, 309]
sudoku-cell[interactable]: 9 — [1217, 1668, 1242, 1699]
sudoku-cell[interactable] — [1217, 1775, 1242, 1806]
divider — [330, 14, 331, 724]
sudoku-cell[interactable]: 8 — [1368, 1668, 1393, 1699]
president-photo — [636, 1870, 844, 2146]
sudoku-cell[interactable] — [1192, 1775, 1217, 1806]
sudoku-header — [1158, 1604, 1460, 1655]
page-number: 35 — [1438, 2200, 1451, 2211]
solution-cell: 3 — [1379, 1989, 1394, 2004]
letter-text: ମହାଶୟ, ରତ୍ନଭଣ୍ଡାରର ତାଲା ଖୋଲିବା ପୂର୍ବରୁ ସରକାର ଓ ପ୍ରଶାସନକୁ ଉଚିତ ଯେ ବର୍ତ୍ତମାନ ସମୟ ପ୍ରତି ଦୃଷ୍ଟି ଦେବା ଆବଶ୍ୟକ । କାରଣ ଲୋକମାନଙ୍କ ଅନୁସାରେ, ଭଣ୍ଡାର ଭିତରେ କୌଣସି ଅଦ୍ଭୁତ ଶକ୍ତି ରହିଛି, ଯାହା ବିଷୟରେ କୌଣସି ସୂଚନା ଉପଲବ୍ଧ ନାହିଁ । — [1158, 89, 1458, 175]
color-dot — [1344, 2206, 1355, 2217]
chirantani-box — [38, 14, 324, 184]
sudoku-cell[interactable] — [1267, 1775, 1292, 1806]
main-story-col2c — [608, 518, 868, 714]
contact-line: : miku11@yahoo.com (Use only for advertisements, commercial queries) — [1165, 1397, 1453, 1427]
main-story-text: ହୋଇପଡ଼ିବା ସ୍ୱାଭାବିକ । ସୋମବାର ପ୍ରଥମ ଅଧିବେଶନରେ ପ୍ରଧାନମନ୍ତ୍ରୀଙ୍କ ସମ୍ପର୍କରେ ଚର୍ଚ୍ଚା ହୋଇଥିଲା । ଏହାକୁ ନେଇ ବିରୋଧୀ ଦଳ ସରକାରଙ୍କୁ ସମାଲୋଚନା କରିଛନ୍ତି । ଦେଶର ପ୍ରଶାସନିକ ବ୍ୟବସ୍ଥାରେ ନାଳି ଫିତାର ପ୍ରଭାବ ଏବେ ବି ରହିଛି । ଫାଇଲ ଗୋଟିଏ ଟେବୁଲରୁ ଅନ୍ୟ ଟେବୁଲକୁ ଯିବାକୁ ମାସ ମାସ ଲାଗିଯାଉଛି । ଫଳରେ ଜନସାଧାରଣ ନ୍ୟାୟ ପାଇବାରୁ ବଞ୍ଚିତ ହେଉଛନ୍ତି । — [878, 169, 1140, 290]
second-headline: ଔପନିବେଶିକ ମାନସିକତା — [459, 738, 1021, 806]
contact-line: ବି-୧୪, ରସୁଲଗଡ଼ ଶିଳ୍ପାଞ୍ଚଳ, ଭୁବନେଶ୍ୱର-୭୫୧୦୧୦ — [1197, 1331, 1421, 1344]
solution-cell: 9 — [1364, 2020, 1379, 2035]
third-story-col3 — [608, 1706, 870, 1832]
color-dot — [1358, 2206, 1369, 2217]
sudoku-cell[interactable] — [1192, 1806, 1217, 1838]
poem-line: (ଜୟ ଭଗବାନ) — [191, 133, 261, 148]
divider — [1150, 14, 1151, 1606]
color-dot — [576, 2206, 587, 2217]
sudoku-cell[interactable] — [1343, 1668, 1368, 1699]
second-story-col2 — [608, 824, 870, 1602]
sudoku-cell[interactable] — [1368, 1838, 1393, 1869]
quote-text: ପ୍ରତ୍ୟେକ ଧର୍ମର ଗୋଟିଏ ସତ୍ୟ । ପ୍ରଥମରେ କେତେ କେତେ ଜଣେ ମହାନ୍ ଶିକ୍ଷାଦାତା ବା ଗୁରୁଙ୍କ ଆବିର୍ଭାବ ହୁଏ । ସେ ଏକ ନିଦିଦ୍ଧାସନର ଓ ପ୍ରଚ୍ଛନ୍ନ ଗରାଡ଼ର ଉଚ୍ଛ୍ୱାସ କରନ୍ତି । କିନ୍ତୁ ପରେ ତାର ସାଧାରଣ ଲୋକେ ଏହାକୁ ଅନୁକରଣ କରିବସନ୍ତି - ଏହା ବ୍ୟବସାୟ କରନ୍ତି ଏବଂ ଏଥିରୁ ଜାଗ ଏକ ସାଙ୍ଗଠନିକ ସଂସ୍ଥା ସୃଷ୍ଟି କରନ୍ତି । — [349, 20, 1004, 63]
sudoku-cell[interactable] — [1343, 1806, 1368, 1838]
letter-body — [1158, 1022, 1458, 1252]
sudoku-cell[interactable] — [1192, 1870, 1217, 1882]
temple-icon — [199, 731, 319, 805]
zilla-diary-banner — [38, 728, 324, 810]
solution-cell: 8 — [1349, 2005, 1364, 2020]
solution-cell: 7 — [1395, 1944, 1410, 1959]
main-story-col2 — [608, 168, 868, 360]
district-name: କଳାହାଣ୍ଡି — [47, 769, 149, 799]
divider — [1158, 1920, 1458, 1921]
solution-cell: 7 — [1425, 1929, 1440, 1944]
solution-cell: 7 — [1410, 1974, 1425, 1989]
solution-cell: 8 — [1425, 1989, 1440, 2004]
solution-cell: 6 — [1425, 1959, 1440, 1974]
solution-cell: 1 — [1349, 1959, 1364, 1974]
solution-cell: 9 — [1379, 1929, 1394, 1944]
sudoku-cell[interactable] — [1242, 1870, 1267, 1882]
reader-letters-banner — [1158, 14, 1460, 58]
dharitri-logo: ଧରିତ୍ରୀ — [1021, 31, 1065, 47]
sudoku-cell[interactable] — [1368, 1699, 1393, 1730]
sun-emblem-icon — [1071, 19, 1115, 63]
solution-cell: 8 — [1440, 2035, 1455, 2050]
solution-cell: 3 — [1349, 2020, 1364, 2035]
cmyk-mark: cmyk — [8, 2165, 21, 2195]
